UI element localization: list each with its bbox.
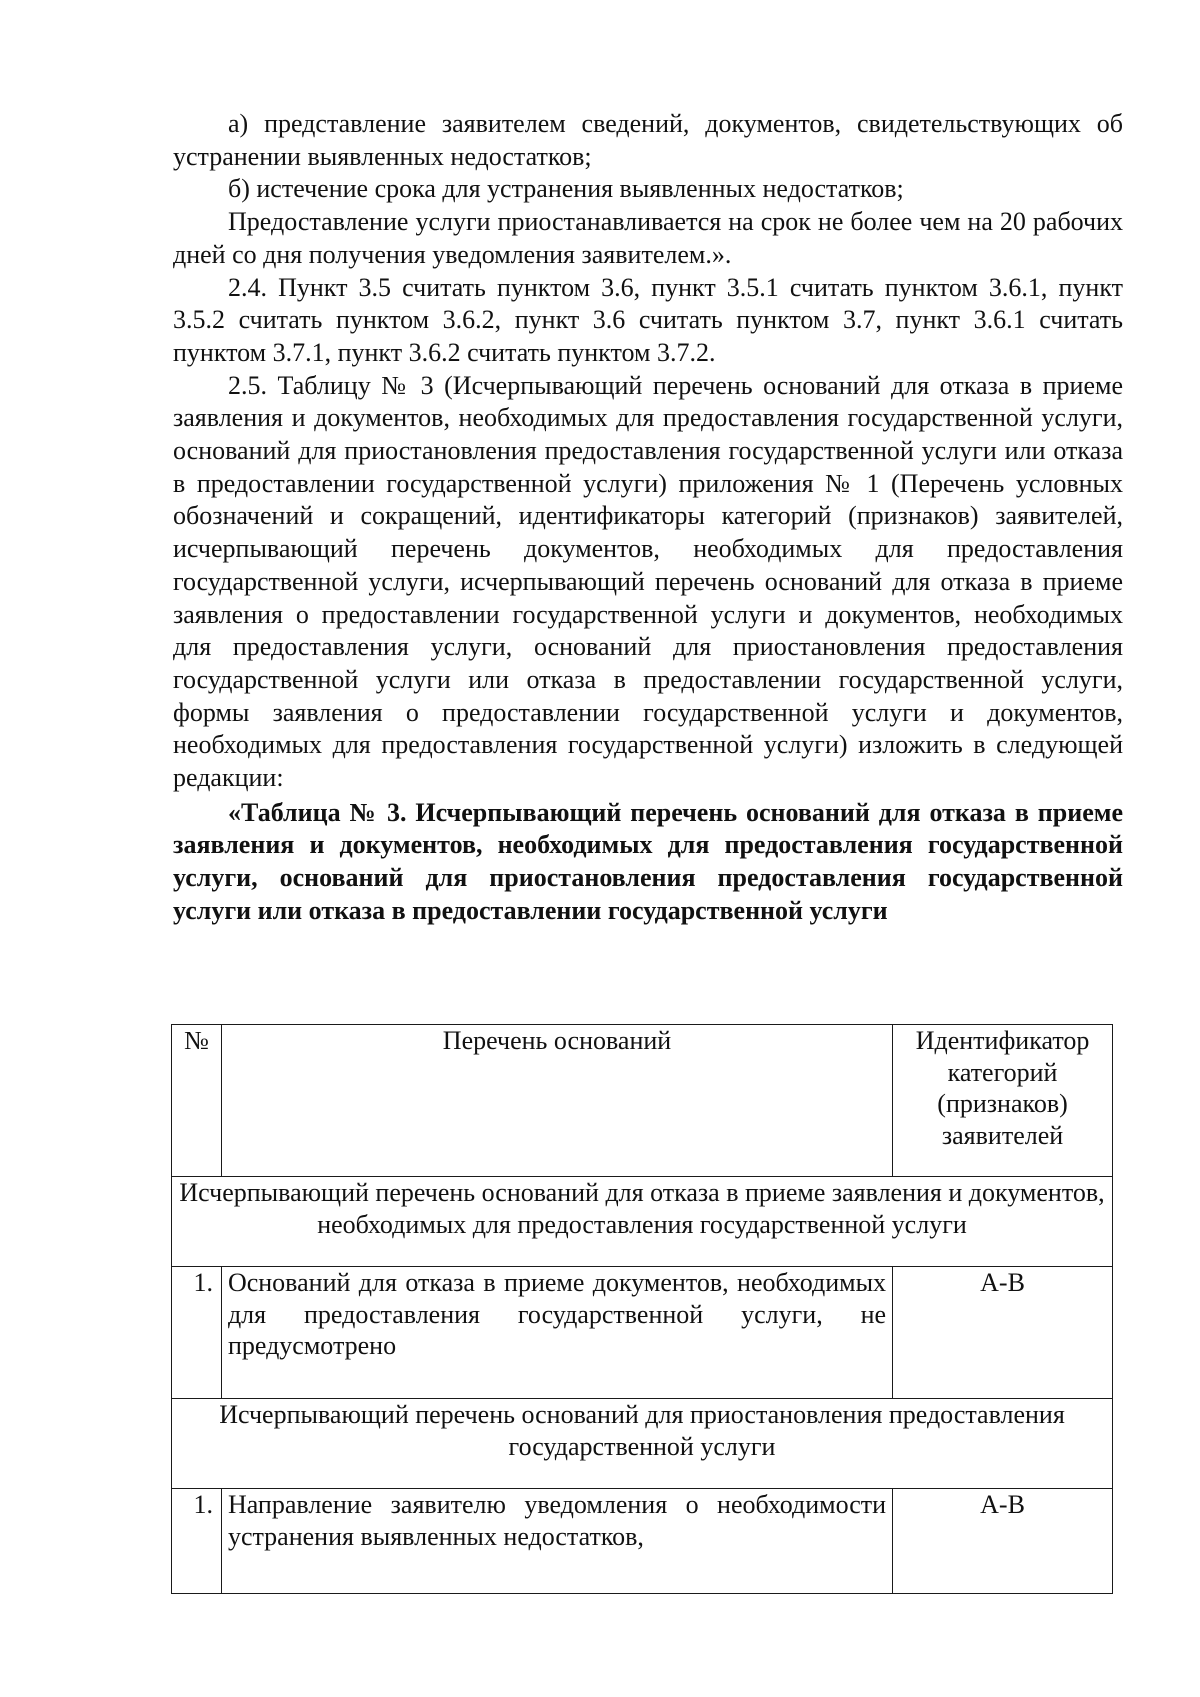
header-applicant-category-id: Идентификатор категорий (признаков) заявителей (893, 1025, 1113, 1177)
row-number: 1. (172, 1489, 222, 1594)
grounds-table (171, 1024, 1113, 1594)
row-number: 1. (172, 1267, 222, 1399)
section-refusal-title: Исчерпывающий перечень оснований для отказа в приеме заявления и документов, необходимых для предоставления государственной услуги (172, 1177, 1113, 1267)
table-header-row (172, 1025, 1113, 1177)
header-number: № (172, 1025, 222, 1177)
row-grounds-text: Направление заявителю уведомления о необходимости устранения выявленных недостатков, (221, 1489, 892, 1594)
table-row (172, 1489, 1113, 1594)
row-grounds-text: Оснований для отказа в приеме документов, необходимых для предоставления государственной услуги, не предусмотрено (221, 1267, 892, 1399)
table-section-row (172, 1177, 1113, 1267)
header-grounds-list: Перечень оснований (221, 1025, 892, 1177)
document-body (173, 108, 1123, 928)
table-section-row (172, 1399, 1113, 1489)
row-category-id: А-В (893, 1267, 1113, 1399)
paragraph-2-5: 2.5. Таблицу № 3 (Исчерпывающий перечень оснований для отказа в приеме заявления и документов, необходимых для предоставления государственной услуги, оснований для приостановления предоставления государственной услуги или отказа в предоставлении государственной услуги) приложения № 1 (Перечень условных обозначений и сокращений, идентификаторы категорий (признаков) заявителей, исчерпывающий перечень документов, необходимых для предоставления государственной услуги, исчерпывающий перечень оснований для отказа в приеме заявления о предоставлении государственной услуги и документов, необходимых для предоставления услуги, оснований для приостановления предоставления государственной услуги или отказа в предоставлении государственной услуги, формы заявления о предоставлении государственной услуги и документов, необходимых для предоставления государственной услуги) изложить в следующей редакции: (173, 370, 1123, 793)
paragraph-item-a: а) представление заявителем сведений, документов, свидетельствующих об устранении выявленных недостатков; (173, 109, 1123, 171)
paragraph-suspension-term: Предоставление услуги приостанавливается на срок не более чем на 20 рабочих дней со дня получения уведомления заявителем.». (173, 207, 1123, 269)
paragraph-item-b: б) истечение срока для устранения выявленных недостатков; (228, 174, 904, 204)
table-row (172, 1267, 1113, 1399)
row-category-id: А-В (893, 1489, 1113, 1594)
paragraph-2-4: 2.4. Пункт 3.5 считать пунктом 3.6, пункт 3.5.1 считать пунктом 3.6.1, пункт 3.5.2 считать пунктом 3.6.2, пункт 3.6 считать пунктом 3.7, пункт 3.6.1 считать пунктом 3.7.1, пункт 3.6.2 считать пунктом 3.7.2. (173, 272, 1123, 367)
section-suspension-title: Исчерпывающий перечень оснований для приостановления предоставления государственной услуги (172, 1399, 1113, 1489)
table-heading: «Таблица № 3. Исчерпывающий перечень оснований для отказа в приеме заявления и документов, необходимых для предоставления государственной услуги, оснований для приостановления предоставления государственной услуги или отказа в предоставлении государственной услуги (173, 797, 1123, 925)
